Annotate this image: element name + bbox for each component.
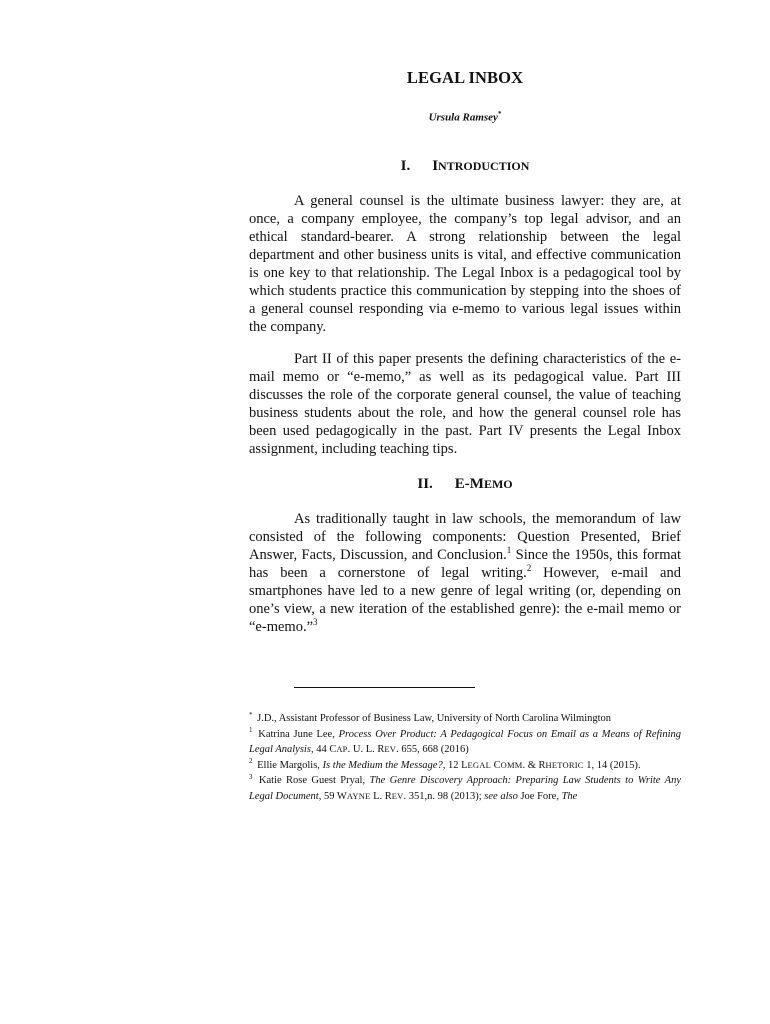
footnote-work-title: The [561, 790, 578, 802]
footnote-citation: 1, 14 (2015). [583, 759, 641, 771]
author-footnote-mark: * [497, 110, 502, 118]
section-heading-ememo [249, 476, 681, 493]
footnote-mark: 1 [249, 726, 253, 734]
paragraph-text: However, e-mail and smartphones have led to a new genre of legal writing (or, depending on one’s view, a new iteration of the established genre): the e-mail memo or “e-memo.” [249, 565, 681, 635]
section-title-initial: E-M [454, 476, 484, 492]
footnote-citation: EGAL [467, 759, 491, 770]
footnote-citation: , 44 C [310, 744, 337, 755]
footnote-citation: L. R [370, 790, 392, 802]
paragraph-ememo-1 [249, 510, 681, 636]
footnote-work-title: Process Over Product: A Pedagogical Focus on Email as a Means of Refining Legal Analysis [249, 728, 682, 755]
footnote-citation: , 59 W [318, 790, 347, 802]
footnote-2 [249, 758, 681, 774]
footnote-citation: EV [384, 744, 397, 754]
section-title-initial: I [432, 158, 439, 174]
section-title-rest: NTRODUCTION [438, 159, 530, 173]
author-name: Ursula Ramsey [428, 111, 498, 124]
paragraph-text: Since the 1950s, this format has been a cornerstone of legal writing. [249, 547, 682, 581]
footnote-signal: see also [484, 790, 518, 802]
footnote-author: Joe Fore, [517, 790, 562, 802]
footnote-citation: HETORIC [545, 759, 584, 770]
footnote-citation: OMM [500, 759, 523, 770]
footnote-citation: C [490, 759, 501, 771]
section-title-rest: EMO [483, 477, 513, 491]
footnotes [249, 711, 681, 804]
section-number: I. [400, 158, 411, 174]
footnote-mark: 2 [249, 757, 253, 765]
footnote-mark: 3 [249, 772, 253, 781]
footnote-divider [294, 687, 475, 688]
footnote-star [249, 711, 681, 727]
footnote-author: Katrina June Lee, [254, 728, 339, 740]
footnote-ref-1[interactable]: 1 [506, 545, 512, 556]
paragraph-intro-2: Part II of this paper presents the defining characteristics of the e-mail memo or “e-memo,” as well as its pedagogical value. Part III discusses the role of the corporate general counsel, the value of teaching business students about the role, and how the general counsel role has been used pedagogically in the past. Part IV presents the Legal Inbox assignment, including teaching tips. [249, 351, 681, 457]
footnote-mark: * [249, 710, 253, 719]
paper-title: LEGAL INBOX [406, 68, 524, 87]
footnote-citation: AYNE [346, 790, 371, 801]
footnote-work-title: The Genre Discovery Approach: Preparing Law Students to Write Any Legal Document [249, 775, 681, 802]
paragraph-text: As traditionally taught in law schools, the memorandum of law consisted of the following components: Question Presented, Brief Answer, Facts, Discussion, and Conclusion. [249, 511, 681, 563]
paragraph-intro-1: A general counsel is the ultimate business lawyer: they are, at once, a company employee, the company’s top legal advisor, and an ethical standard-bearer. A strong relationship between the legal department and other business units is vital, and effective communication is one key to that relationship. The Legal Inbox is a pedagogical tool by which students practice this communication by stepping into the shoes of a general counsel responding via e-memo to various legal issues within the company. [249, 193, 681, 335]
footnote-citation: EV [391, 790, 404, 801]
footnote-citation: . & R [522, 759, 546, 771]
footnote-citation: . U. L. R [347, 744, 385, 755]
footnote-ref-3[interactable]: 3 [313, 617, 318, 628]
footnote-author: Ellie Margolis, [254, 759, 323, 771]
footnote-3 [249, 773, 681, 804]
section-heading-introduction [249, 158, 681, 175]
footnote-1 [249, 727, 681, 758]
section-number: II. [417, 476, 433, 492]
footnote-text: J.D., Assistant Professor of Business Law, University of North Carolina Wilmington [254, 713, 612, 724]
footnote-ref-2[interactable]: 2 [526, 563, 532, 574]
author-line [249, 110, 681, 124]
footnote-citation: , 12 L [442, 759, 468, 771]
footnote-citation: . 351,n. 98 (2013); [403, 790, 485, 802]
footnote-author: Katie Rose Guest Pryal, [254, 775, 370, 786]
footnote-work-title: Is the Medium the Message? [322, 759, 443, 771]
footnote-citation: AP [336, 744, 348, 754]
footnote-citation: . 655, 668 (2016) [396, 744, 469, 755]
